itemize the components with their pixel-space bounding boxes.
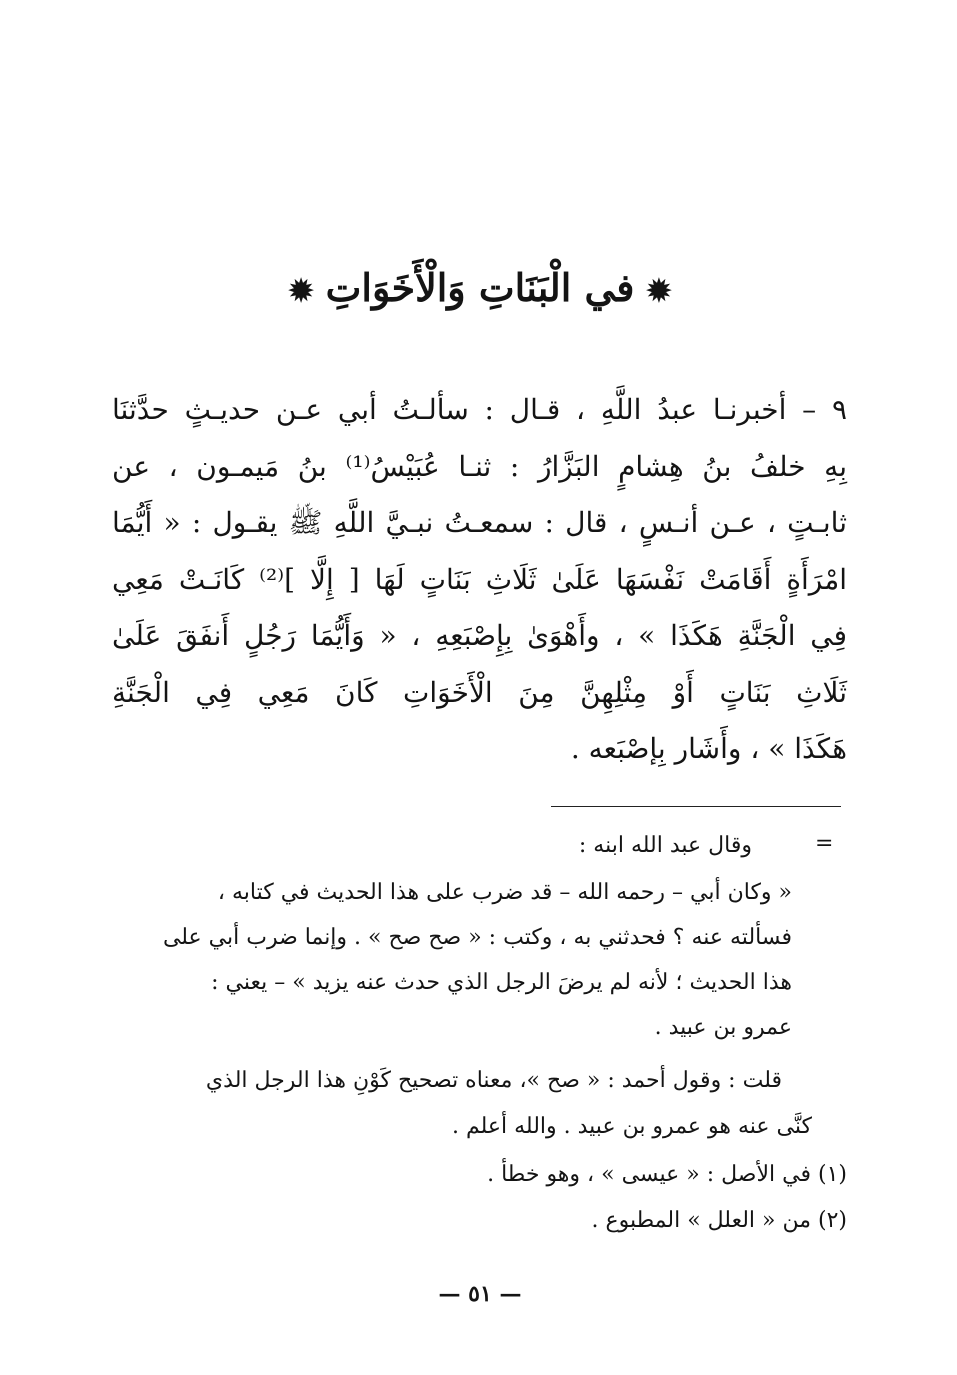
footnotes-list xyxy=(112,1152,847,1244)
page-number: — ٥١ — xyxy=(438,1281,522,1307)
star-ornament-icon: ✹ xyxy=(646,273,672,309)
hadith-line: ثابـتٍ ، عـن أنـسٍ ، قال : سمعـتُ نبـيَّ اللَّهِ ﷺ يقـول : « أَيُّمَا xyxy=(112,506,847,539)
hadith-text xyxy=(112,382,847,778)
footnote-2: (٢) من « العلل » المطبوع . xyxy=(591,1208,847,1233)
comment-line: قلت : وقول أحمد : « صح »، معناه تصحيح كَوْنِ هذا الرجل الذي xyxy=(205,1068,782,1093)
hadith-line: هَكَذَا » ، وأَشَار بِإصْبَعه . xyxy=(570,732,847,765)
hadith-line: امْرَأَةٍ أَقَامَتْ نَفْسَهَا عَلَىٰ ثَلَاثِ بَنَاتٍ لَهَا [ إِلَّا ]⁽²⁾ كَانَـتْ مَعِي xyxy=(112,562,848,596)
chapter-title-text: في الْبَنَاتِ وَالْأَخَوَاتِ xyxy=(325,265,635,310)
hadith-line: ثَلَاثِ بَنَاتٍ أَوْ مِثْلِهِنَّ مِنَ الْأَخَوَاتِ كَانَ مَعِي فِي الْجَنَّةِ xyxy=(112,675,847,709)
hadith-line: فِي الْجَنَّةِ هَكَذَا » ، وأَهْوَىٰ بِإِصْبَعِهِ ، « وَأَيُّمَا رَجُلٍ أَنفَقَ عَلَىٰ xyxy=(112,619,847,652)
footnote-line: « وكان أبي – رحمه الله – قد ضرب على هذا الحديث في كتابه ، xyxy=(217,880,792,905)
editor-comment xyxy=(112,1058,812,1150)
hadith-line: ٩ – أخبرنـا عبدُ اللَّهِ ، قـال : سألـتُ أبي عـن حديـثٍ حدَّثنَا xyxy=(112,393,847,426)
footnote-line: فسألته عنه ؟ فحدثني به ، وكتب : « صح صح » . وإنما ضرب أبي على xyxy=(162,925,792,950)
comment-line: كنَّى عنه هو عمرو بن عبيد . والله أعلم . xyxy=(451,1114,812,1139)
star-ornament-icon: ✹ xyxy=(288,273,314,309)
hadith-line: بِهِ خلفُ بنُ هِشامٍ البَزَّارُ : ثنـا عُبَيْسُ⁽¹⁾ بنُ مَيمـون ، عن xyxy=(112,449,847,483)
footnote-line: وقال عبد الله ابنه : xyxy=(578,833,752,858)
footnote-line: عمرو بن عبيد . xyxy=(654,1015,792,1040)
footnote-continuation-marker: = xyxy=(815,831,834,856)
footnote-continuation xyxy=(112,822,792,1050)
footnote-separator xyxy=(551,806,841,807)
footnote-line: هذا الحديث ؛ لأنه لم يرضَ الرجل الذي حدث عنه يزيد » – يعني : xyxy=(211,970,792,995)
chapter-title xyxy=(150,258,810,322)
footnote-1: (١) في الأصل : « عيسى » ، وهو خطأ . xyxy=(487,1162,847,1187)
